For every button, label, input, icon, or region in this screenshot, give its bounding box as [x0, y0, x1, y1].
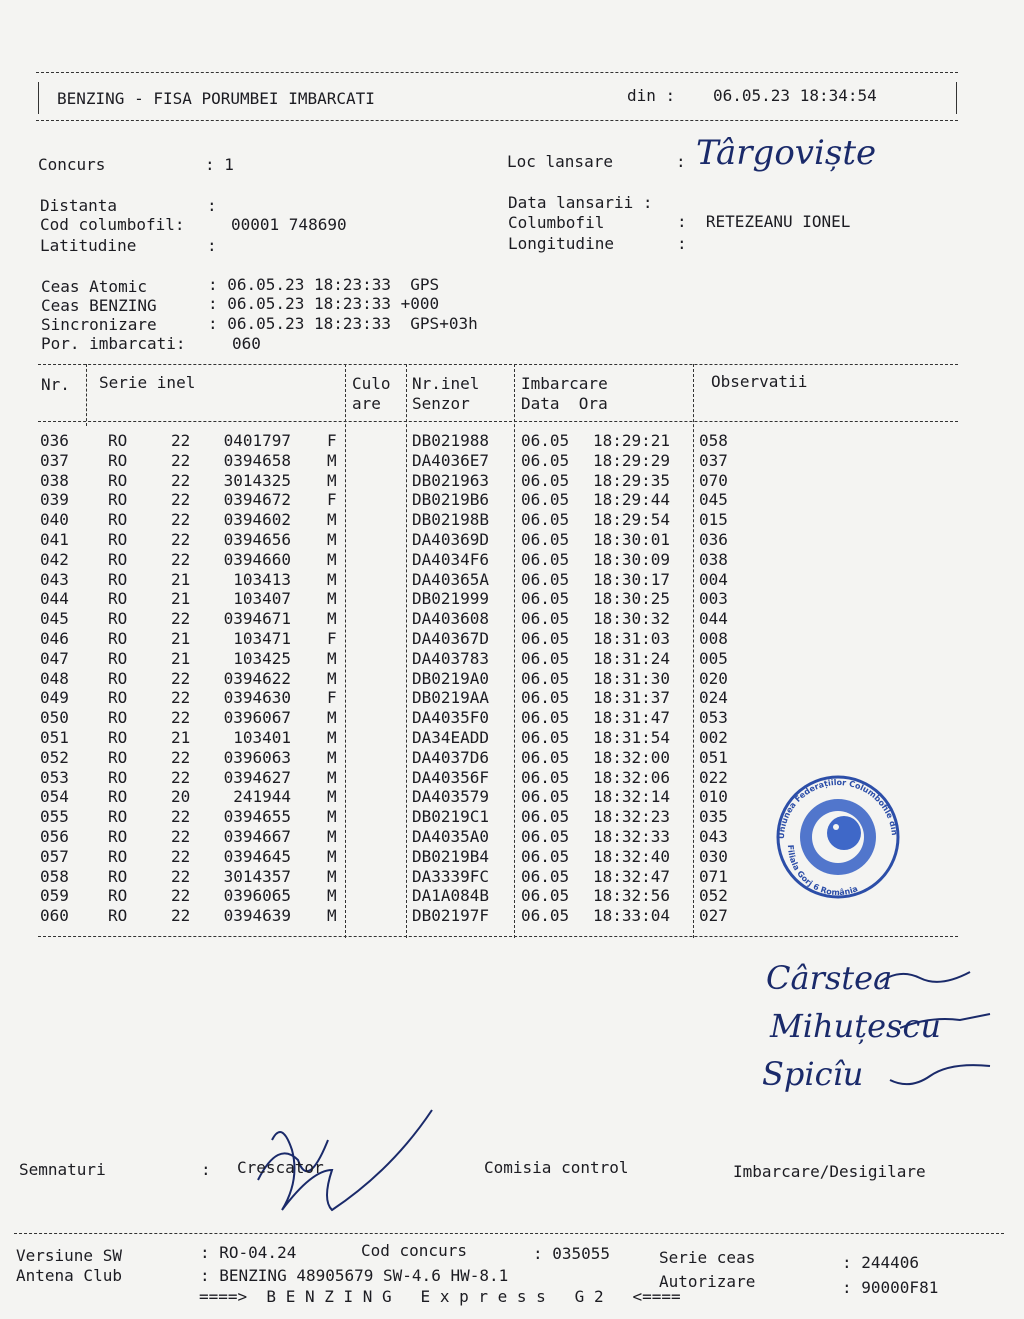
row-sex: M — [327, 668, 337, 688]
row-nr: 051 — [40, 728, 69, 747]
row-observatii: 003 — [699, 589, 728, 609]
row-observatii: 058 — [699, 431, 728, 450]
row-nr: 053 — [40, 767, 69, 787]
row-year: 22 — [171, 549, 191, 569]
row-country: RO — [108, 767, 128, 787]
row-observatii: 052 — [699, 886, 728, 906]
row-date: 06.05 — [521, 807, 570, 827]
row-observatii: 030 — [699, 846, 728, 866]
row-time: 18:30:09 — [593, 549, 671, 569]
table-header-separator — [38, 421, 958, 422]
columbofil-value: : RETEZEANU IONEL — [677, 212, 851, 231]
row-observatii: 010 — [699, 787, 728, 807]
row-nr: 056 — [40, 827, 69, 846]
comisia-control-label: Comisia control — [484, 1158, 629, 1177]
row-nr: 060 — [40, 906, 69, 926]
row-country: RO — [108, 549, 128, 569]
row-observatii: 022 — [699, 767, 728, 787]
row-nr: 037 — [40, 450, 69, 470]
row-nr: 048 — [40, 668, 69, 688]
row-sensor: DA403608 — [412, 609, 490, 629]
row-time: 18:30:32 — [593, 609, 671, 629]
row-ring-number: 0394630 — [223, 688, 291, 708]
antena-club-label: Antena Club — [16, 1266, 122, 1285]
semnaturi-colon: : — [201, 1160, 211, 1179]
row-observatii: 045 — [699, 490, 728, 510]
loc-lansare-colon: : — [676, 152, 686, 171]
row-country: RO — [108, 609, 128, 629]
row-country: RO — [108, 728, 128, 747]
row-date: 06.05 — [521, 549, 570, 569]
row-year: 22 — [171, 530, 191, 549]
row-time: 18:31:54 — [593, 728, 671, 747]
row-year: 22 — [171, 827, 191, 846]
row-nr: 045 — [40, 609, 69, 629]
row-time: 18:29:35 — [593, 470, 671, 490]
row-ring-number: 0394645 — [223, 846, 291, 866]
ceas-atomic-value: : 06.05.23 18:23:33 GPS — [208, 275, 440, 294]
row-country: RO — [108, 569, 128, 589]
row-nr: 038 — [40, 470, 69, 490]
row-sex: M — [327, 530, 337, 549]
row-sensor: DA4037D6 — [412, 747, 490, 767]
row-country: RO — [108, 530, 128, 549]
cod-columbofil-value: 00001 748690 — [231, 215, 347, 234]
data-lansarii-label: Data lansarii : — [508, 193, 653, 212]
row-year: 21 — [171, 629, 191, 648]
row-date: 06.05 — [521, 728, 570, 747]
row-time: 18:32:06 — [593, 767, 671, 787]
row-year: 22 — [171, 470, 191, 490]
loc-lansare-label: Loc lansare — [507, 152, 613, 171]
row-year: 22 — [171, 688, 191, 708]
versiune-sw-label: Versiune SW — [16, 1246, 122, 1265]
row-date: 06.05 — [521, 431, 570, 450]
row-observatii: 043 — [699, 827, 728, 846]
sincronizare-value: : 06.05.23 18:23:33 GPS+03h — [208, 314, 478, 333]
row-sensor: DB021999 — [412, 589, 490, 609]
header-data-ora: Data Ora — [521, 394, 608, 413]
row-observatii: 037 — [699, 450, 728, 470]
concurs-value: : 1 — [205, 155, 234, 174]
row-ring-number: 103407 — [233, 589, 291, 609]
row-sex: M — [327, 609, 337, 629]
row-ring-number: 0396063 — [223, 747, 291, 767]
row-date: 06.05 — [521, 787, 570, 807]
row-observatii: 002 — [699, 728, 728, 747]
row-sensor: DB021963 — [412, 470, 490, 490]
row-ring-number: 0394660 — [223, 549, 291, 569]
row-ring-number: 0394655 — [223, 807, 291, 827]
row-sensor: DA40365A — [412, 569, 490, 589]
row-year: 21 — [171, 589, 191, 609]
longitudine-value: : — [677, 234, 687, 253]
row-time: 18:29:21 — [593, 431, 671, 450]
row-sex: M — [327, 787, 337, 807]
row-ring-number: 0396065 — [223, 886, 291, 906]
row-sensor: DB02198B — [412, 510, 490, 530]
row-country: RO — [108, 688, 128, 708]
row-year: 21 — [171, 648, 191, 668]
row-country: RO — [108, 827, 128, 846]
row-nr: 042 — [40, 549, 69, 569]
row-ring-number: 0401797 — [223, 431, 291, 450]
header-culo: Culo — [352, 374, 391, 393]
ceas-benzing-label: Ceas BENZING — [41, 296, 157, 315]
table-col-divider-3 — [406, 364, 407, 938]
row-country: RO — [108, 787, 128, 807]
row-date: 06.05 — [521, 747, 570, 767]
row-date: 06.05 — [521, 846, 570, 866]
row-sex: M — [327, 807, 337, 827]
row-sensor: DA40356F — [412, 767, 490, 787]
stamp-text-bottom: Filiala Gorj 6 România — [785, 844, 860, 898]
row-nr: 052 — [40, 747, 69, 767]
benzing-express-line: ====> B E N Z I N G E x p r e s s G 2 <==== — [199, 1287, 681, 1306]
table-col-divider-2 — [345, 364, 346, 938]
row-date: 06.05 — [521, 609, 570, 629]
row-ring-number: 0394672 — [223, 490, 291, 510]
row-observatii: 044 — [699, 609, 728, 629]
row-sex: M — [327, 450, 337, 470]
row-nr: 047 — [40, 648, 69, 668]
row-date: 06.05 — [521, 708, 570, 728]
row-country: RO — [108, 648, 128, 668]
header-top-border — [36, 72, 958, 73]
row-observatii: 008 — [699, 629, 728, 648]
row-time: 18:32:14 — [593, 787, 671, 807]
row-observatii: 005 — [699, 648, 728, 668]
row-sensor: DA403783 — [412, 648, 490, 668]
din-timestamp: 06.05.23 18:34:54 — [713, 86, 877, 105]
row-sensor: DA3339FC — [412, 866, 490, 886]
row-sensor: DA40367D — [412, 629, 490, 648]
row-ring-number: 103401 — [233, 728, 291, 747]
row-sensor: DB02197F — [412, 906, 490, 926]
row-time: 18:32:23 — [593, 807, 671, 827]
cod-concurs-value: : 035055 — [533, 1244, 611, 1263]
row-sex: M — [327, 569, 337, 589]
row-observatii: 051 — [699, 747, 728, 767]
row-ring-number: 0394602 — [223, 510, 291, 530]
row-country: RO — [108, 807, 128, 827]
header-imbarcare: Imbarcare — [521, 374, 608, 393]
row-sex: M — [327, 747, 337, 767]
row-sex: M — [327, 510, 337, 530]
table-top-border — [38, 364, 958, 365]
row-ring-number: 0394671 — [223, 609, 291, 629]
row-year: 22 — [171, 510, 191, 530]
row-observatii: 036 — [699, 530, 728, 549]
longitudine-label: Longitudine — [508, 234, 614, 253]
row-date: 06.05 — [521, 450, 570, 470]
row-ring-number: 3014325 — [223, 470, 291, 490]
row-observatii: 053 — [699, 708, 728, 728]
row-observatii: 035 — [699, 807, 728, 827]
row-sex: M — [327, 846, 337, 866]
signature-carstea: Cârstea — [766, 959, 893, 997]
row-country: RO — [108, 866, 128, 886]
row-ring-number: 3014357 — [223, 866, 291, 886]
row-time: 18:31:03 — [593, 629, 671, 648]
row-date: 06.05 — [521, 767, 570, 787]
row-sensor: DA4035A0 — [412, 827, 490, 846]
row-sensor: DB0219C1 — [412, 807, 490, 827]
row-nr: 059 — [40, 886, 69, 906]
row-sex: F — [327, 431, 337, 450]
row-nr: 055 — [40, 807, 69, 827]
row-ring-number: 103471 — [233, 629, 291, 648]
row-year: 22 — [171, 807, 191, 827]
semnaturi-label: Semnaturi — [19, 1160, 106, 1179]
row-observatii: 020 — [699, 668, 728, 688]
row-ring-number: 0394627 — [223, 767, 291, 787]
row-country: RO — [108, 470, 128, 490]
row-date: 06.05 — [521, 490, 570, 510]
row-sensor: DA403579 — [412, 787, 490, 807]
row-year: 22 — [171, 886, 191, 906]
row-nr: 058 — [40, 866, 69, 886]
header-nr: Nr. — [41, 375, 70, 394]
imbarcare-desigilare-label: Imbarcare/Desigilare — [733, 1162, 926, 1181]
row-ring-number: 0394656 — [223, 530, 291, 549]
row-country: RO — [108, 708, 128, 728]
signature-spiciu: Spicîu — [762, 1055, 864, 1093]
row-country: RO — [108, 906, 128, 926]
header-are: are — [352, 394, 381, 413]
ceas-benzing-value: : 06.05.23 18:23:33 +000 — [208, 294, 440, 313]
row-date: 06.05 — [521, 470, 570, 490]
row-country: RO — [108, 589, 128, 609]
row-nr: 057 — [40, 846, 69, 866]
stamp-seal — [764, 773, 912, 901]
autorizare-label: Autorizare — [659, 1272, 756, 1291]
row-nr: 054 — [40, 787, 69, 807]
cod-columbofil-label: Cod columbofil: — [40, 215, 185, 234]
row-date: 06.05 — [521, 510, 570, 530]
row-date: 06.05 — [521, 886, 570, 906]
row-year: 22 — [171, 609, 191, 629]
row-nr: 040 — [40, 510, 69, 530]
row-sex: M — [327, 767, 337, 787]
row-observatii: 071 — [699, 866, 728, 886]
row-sensor: DA4035F0 — [412, 708, 490, 728]
row-sensor: DB0219AA — [412, 688, 490, 708]
row-nr: 043 — [40, 569, 69, 589]
row-observatii: 015 — [699, 510, 728, 530]
signature-mihutescu: Mihuțescu — [770, 1007, 941, 1045]
row-country: RO — [108, 490, 128, 510]
row-sensor: DA4036E7 — [412, 450, 490, 470]
row-year: 22 — [171, 668, 191, 688]
document-title: BENZING - FISA PORUMBEI IMBARCATI — [57, 89, 375, 108]
table-bottom-border — [38, 936, 958, 937]
row-sensor: DA34EADD — [412, 728, 490, 747]
serie-ceas-value: : 244406 — [842, 1253, 920, 1272]
table-col-divider-4 — [514, 364, 515, 938]
row-country: RO — [108, 668, 128, 688]
row-time: 18:32:47 — [593, 866, 671, 886]
row-observatii: 024 — [699, 688, 728, 708]
row-time: 18:31:47 — [593, 708, 671, 728]
distanta-label: Distanta — [40, 196, 118, 215]
stamp-text-top: Uniunea Federațiilor Columbofile din — [776, 777, 899, 840]
row-time: 18:30:01 — [593, 530, 671, 549]
row-nr: 041 — [40, 530, 69, 549]
autorizare-value: : 90000F81 — [842, 1278, 939, 1297]
row-date: 06.05 — [521, 589, 570, 609]
row-country: RO — [108, 431, 128, 450]
row-year: 22 — [171, 431, 191, 450]
row-ring-number: 103425 — [233, 648, 291, 668]
row-country: RO — [108, 450, 128, 470]
row-nr: 046 — [40, 629, 69, 648]
row-date: 06.05 — [521, 827, 570, 846]
row-sex: F — [327, 490, 337, 510]
row-sex: M — [327, 866, 337, 886]
row-time: 18:32:56 — [593, 886, 671, 906]
row-sex: M — [327, 906, 337, 926]
row-year: 20 — [171, 787, 191, 807]
row-sex: M — [327, 549, 337, 569]
row-nr: 039 — [40, 490, 69, 510]
row-observatii: 004 — [699, 569, 728, 589]
serie-ceas-label: Serie ceas — [659, 1248, 756, 1267]
row-date: 06.05 — [521, 668, 570, 688]
row-year: 22 — [171, 450, 191, 470]
columbofil-label: Columbofil — [508, 213, 605, 232]
header-right-border — [956, 82, 957, 114]
row-nr: 050 — [40, 708, 69, 728]
row-sensor: DB021988 — [412, 431, 490, 450]
row-country: RO — [108, 886, 128, 906]
row-ring-number: 0394622 — [223, 668, 291, 688]
row-sensor: DA40369D — [412, 530, 490, 549]
header-senzor: Senzor — [412, 394, 470, 413]
row-observatii: 038 — [699, 549, 728, 569]
row-year: 21 — [171, 569, 191, 589]
row-sex: F — [327, 688, 337, 708]
row-sex: M — [327, 648, 337, 668]
row-ring-number: 241944 — [233, 787, 291, 807]
row-date: 06.05 — [521, 866, 570, 886]
row-time: 18:31:37 — [593, 688, 671, 708]
crescator-label: Crescator — [237, 1158, 324, 1177]
footer-separator — [14, 1233, 1004, 1234]
sincronizare-label: Sincronizare — [41, 315, 157, 334]
row-ring-number: 0394658 — [223, 450, 291, 470]
row-time: 18:31:24 — [593, 648, 671, 668]
row-time: 18:30:25 — [593, 589, 671, 609]
row-year: 22 — [171, 747, 191, 767]
row-time: 18:32:00 — [593, 747, 671, 767]
row-sensor: DB0219B6 — [412, 490, 490, 510]
porumbei-imbarcati-value: 060 — [232, 334, 261, 353]
row-year: 22 — [171, 490, 191, 510]
row-time: 18:29:44 — [593, 490, 671, 510]
row-ring-number: 0394639 — [223, 906, 291, 926]
row-date: 06.05 — [521, 569, 570, 589]
distanta-value: : — [207, 196, 217, 215]
row-sex: M — [327, 728, 337, 747]
din-label: din : — [627, 86, 676, 105]
ceas-atomic-label: Ceas Atomic — [41, 277, 147, 296]
row-year: 22 — [171, 767, 191, 787]
row-year: 21 — [171, 728, 191, 747]
row-sex: M — [327, 470, 337, 490]
header-observatii: Observatii — [711, 372, 808, 391]
row-nr: 036 — [40, 431, 69, 450]
row-time: 18:31:30 — [593, 668, 671, 688]
row-year: 22 — [171, 708, 191, 728]
row-time: 18:29:29 — [593, 450, 671, 470]
row-sensor: DA4034F6 — [412, 549, 490, 569]
row-date: 06.05 — [521, 530, 570, 549]
latitudine-value: : — [207, 236, 217, 255]
row-country: RO — [108, 510, 128, 530]
row-sensor: DB0219A0 — [412, 668, 490, 688]
table-col-divider-1 — [86, 364, 87, 426]
row-year: 22 — [171, 866, 191, 886]
versiune-sw-value: : RO-04.24 — [200, 1243, 297, 1262]
cod-concurs-label: Cod concurs — [361, 1241, 467, 1260]
row-date: 06.05 — [521, 688, 570, 708]
header-bottom-border — [36, 120, 958, 121]
row-nr: 049 — [40, 688, 69, 708]
row-country: RO — [108, 747, 128, 767]
antena-club-value: : BENZING 48905679 SW-4.6 HW-8.1 — [200, 1266, 509, 1285]
row-year: 22 — [171, 906, 191, 926]
row-time: 18:29:54 — [593, 510, 671, 530]
row-date: 06.05 — [521, 648, 570, 668]
table-col-divider-5 — [693, 364, 694, 938]
row-year: 22 — [171, 846, 191, 866]
row-date: 06.05 — [521, 906, 570, 926]
row-date: 06.05 — [521, 629, 570, 648]
row-observatii: 027 — [699, 906, 728, 926]
row-sensor: DA1A084B — [412, 886, 490, 906]
header-serie-inel: Serie inel — [99, 373, 196, 392]
porumbei-imbarcati-label: Por. imbarcati: — [41, 334, 186, 353]
row-sex: M — [327, 708, 337, 728]
row-observatii: 070 — [699, 470, 728, 490]
concurs-label: Concurs — [38, 155, 106, 174]
latitudine-label: Latitudine — [40, 236, 137, 255]
row-country: RO — [108, 629, 128, 648]
row-sensor: DB0219B4 — [412, 846, 490, 866]
row-ring-number: 103413 — [233, 569, 291, 589]
row-ring-number: 0396067 — [223, 708, 291, 728]
row-time: 18:30:17 — [593, 569, 671, 589]
row-ring-number: 0394667 — [223, 827, 291, 846]
row-time: 18:32:40 — [593, 846, 671, 866]
header-nr-inel: Nr.inel — [412, 374, 480, 393]
row-sex: M — [327, 589, 337, 609]
row-time: 18:32:33 — [593, 827, 671, 846]
row-country: RO — [108, 846, 128, 866]
row-sex: M — [327, 886, 337, 906]
loc-lansare-handwritten: Târgoviște — [696, 133, 877, 173]
row-sex: M — [327, 827, 337, 846]
header-left-border — [38, 82, 39, 114]
row-sex: F — [327, 629, 337, 648]
row-nr: 044 — [40, 589, 69, 609]
row-time: 18:33:04 — [593, 906, 671, 926]
